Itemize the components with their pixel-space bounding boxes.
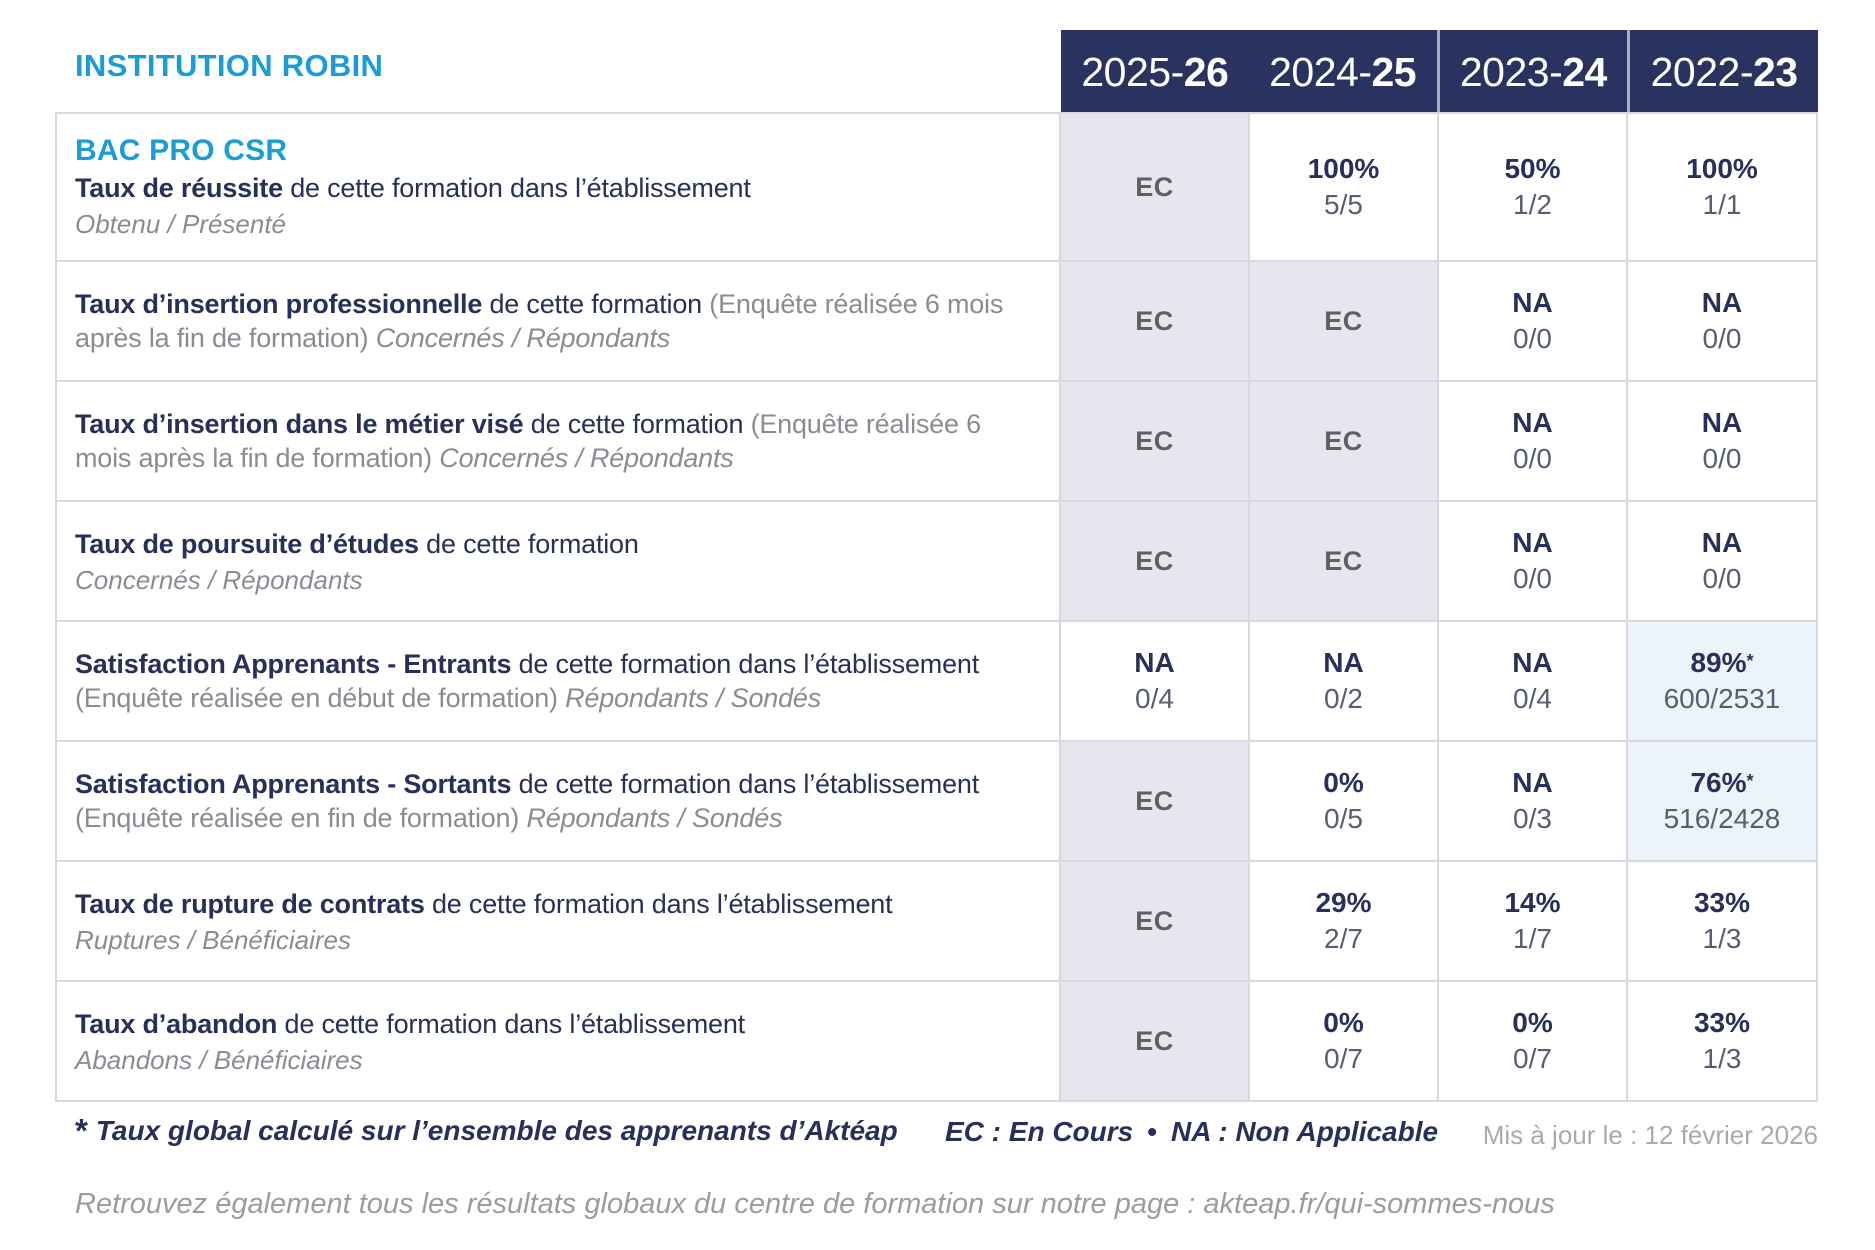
row-subtitle: Obtenu / Présenté <box>75 209 287 239</box>
cell-value <box>1690 767 1753 799</box>
year-prefix: 2023- <box>1459 48 1563 95</box>
value-cell <box>1250 862 1437 980</box>
row-title <box>75 887 1033 921</box>
legend-ec: EC : En Cours <box>945 1116 1134 1147</box>
cell-value-text: NA <box>1512 287 1553 318</box>
cell-value-text: EC <box>1135 1026 1174 1056</box>
cell-value-text: EC <box>1324 426 1363 456</box>
row-subtitle: Ruptures / Bénéficiaires <box>75 924 352 955</box>
cell-value <box>1135 305 1174 337</box>
cell-value <box>1512 287 1552 319</box>
cell-value-text: NA <box>1134 647 1175 678</box>
cell-fraction: 0/5 <box>1324 803 1363 834</box>
value-cell <box>1250 382 1437 500</box>
cell-value-text: EC <box>1324 546 1363 576</box>
cell-fraction: 0/7 <box>1513 1043 1552 1074</box>
value-cell <box>1250 982 1437 1100</box>
cell-fraction: 2/7 <box>1324 923 1363 954</box>
year-column-2023-24 <box>1437 30 1628 114</box>
value-cell <box>1061 622 1248 740</box>
value-cell <box>1250 622 1437 740</box>
results-table <box>55 112 1818 1102</box>
cell-fraction: 0/2 <box>1324 683 1363 714</box>
year-column-2022-23 <box>1627 30 1818 114</box>
cell-value <box>1694 887 1750 919</box>
cell-value-text: EC <box>1135 786 1174 816</box>
program-title: BAC PRO CSR <box>75 134 288 167</box>
cell-value <box>1504 153 1560 185</box>
year-prefix: 2024- <box>1269 48 1372 95</box>
website-note: Retrouvez également tous les résultats globaux du centre de formation sur notre page : akteap.fr/qui-sommes-nous <box>75 1188 1555 1220</box>
cell-fraction: 600/2531 <box>1663 683 1781 714</box>
cell-value-text: 0% <box>1323 767 1364 798</box>
cell-fraction: 1/2 <box>1513 189 1552 220</box>
cell-value-text: NA <box>1701 407 1743 438</box>
cell-fraction: 0/0 <box>1702 443 1742 474</box>
cell-fraction: 516/2428 <box>1663 803 1781 834</box>
cell-value <box>1135 425 1174 457</box>
row-title-normal: de cette formation dans l’établissement <box>277 1008 745 1039</box>
cell-value <box>1323 647 1363 679</box>
value-cell <box>1439 502 1626 620</box>
row-label-satisfaction-entrants <box>57 622 1059 740</box>
cell-value <box>1324 545 1363 577</box>
cell-value <box>1323 767 1363 799</box>
value-cell <box>1628 382 1816 500</box>
cell-value-text: 76% <box>1690 767 1747 798</box>
footnote-text: Taux global calculé sur l’ensemble des apprenants d’Aktéap <box>95 1115 898 1146</box>
row-title-tail: Répondants / Sondés <box>557 683 822 713</box>
cell-value <box>1512 407 1552 439</box>
last-updated-date: Mis à jour le : 12 février 2026 <box>1482 1120 1818 1150</box>
legend-na: NA : Non Applicable <box>1171 1116 1439 1147</box>
row-title-tail: Répondants / Sondés <box>519 803 783 833</box>
value-cell <box>1250 114 1437 260</box>
row-title <box>75 767 1033 835</box>
value-cell <box>1439 114 1626 260</box>
value-cell <box>1439 862 1626 980</box>
row-label-poursuite-etudes <box>57 502 1059 620</box>
year-prefix: 2025- <box>1081 48 1184 95</box>
cell-fraction: 0/7 <box>1324 1043 1363 1074</box>
year-suffix: 23 <box>1753 48 1798 95</box>
cell-fraction: 1/3 <box>1702 923 1742 954</box>
row-title <box>75 407 1033 475</box>
cell-value <box>1690 647 1753 679</box>
row-subtitle: Abandons / Bénéficiaires <box>75 1044 363 1075</box>
cell-value <box>1702 527 1742 559</box>
row-title <box>75 647 1033 715</box>
row-title <box>75 527 1033 561</box>
asterisk-marker: * <box>1746 771 1754 791</box>
year-suffix: 25 <box>1371 48 1417 95</box>
cell-value <box>1308 153 1380 185</box>
cell-fraction: 0/3 <box>1513 803 1552 834</box>
cell-value <box>1135 905 1174 937</box>
cell-value-text: 33% <box>1693 887 1751 918</box>
cell-value-text: EC <box>1135 426 1174 456</box>
cell-value-text: EC <box>1135 172 1174 202</box>
cell-value-text: NA <box>1512 527 1553 558</box>
row-title-bold: Satisfaction Apprenants - Entrants <box>75 649 512 679</box>
cell-value-text: NA <box>1512 647 1553 678</box>
row-title-bold: Taux d’insertion dans le métier visé <box>75 409 524 439</box>
abbreviation-legend <box>945 1116 1438 1148</box>
row-label-insertion-professionnelle <box>57 262 1059 380</box>
value-cell <box>1439 982 1626 1100</box>
cell-fraction: 0/0 <box>1513 563 1552 594</box>
value-cell <box>1628 114 1816 260</box>
value-cell <box>1439 622 1626 740</box>
value-cell <box>1439 262 1626 380</box>
cell-value <box>1135 785 1174 817</box>
cell-value-text: EC <box>1324 306 1363 336</box>
global-rate-footnote <box>75 1112 898 1150</box>
row-title-bold: Taux d’insertion professionnelle <box>75 289 483 319</box>
cell-fraction: 0/0 <box>1702 323 1742 354</box>
cell-value <box>1324 425 1363 457</box>
cell-fraction: 0/0 <box>1513 443 1552 474</box>
cell-value-text: 100% <box>1686 153 1758 184</box>
cell-value <box>1512 527 1552 559</box>
cell-value-text: EC <box>1135 906 1174 936</box>
row-title-tail: Concernés / Répondants <box>431 443 734 473</box>
asterisk-marker: * <box>1746 651 1754 671</box>
row-title-paren: (Enquête réalisée 6 mois après la fin de formation) <box>75 289 1004 353</box>
cell-value <box>1512 767 1552 799</box>
row-subtitle: Concernés / Répondants <box>75 564 363 595</box>
row-title-normal: de cette formation <box>523 409 751 439</box>
year-column-2024-25 <box>1249 30 1437 114</box>
cell-value-text: 29% <box>1315 887 1372 918</box>
cell-value <box>1135 171 1174 203</box>
footnote-asterisk: * <box>75 1112 88 1149</box>
cell-value-text: 100% <box>1307 153 1380 184</box>
cell-value-text: NA <box>1512 767 1553 798</box>
value-cell-highlighted <box>1628 622 1816 740</box>
cell-value <box>1686 153 1758 185</box>
row-title-normal: de cette formation dans l’établissement <box>511 769 980 799</box>
cell-value <box>1135 545 1174 577</box>
value-cell <box>1061 862 1248 980</box>
value-cell <box>1061 382 1248 500</box>
row-title-normal: de cette formation <box>482 289 710 319</box>
row-title-bold: Taux d’abandon <box>75 1008 278 1039</box>
value-cell <box>1061 262 1248 380</box>
cell-value-text: NA <box>1323 647 1364 678</box>
row-title-normal: de cette formation dans l’établissement <box>511 649 980 679</box>
institution-title: INSTITUTION ROBIN <box>75 48 384 83</box>
value-cell <box>1250 502 1437 620</box>
row-label-insertion-metier-vise <box>57 382 1059 500</box>
value-cell <box>1628 502 1816 620</box>
row-label-taux-reussite <box>57 114 1059 260</box>
row-title-paren: (Enquête réalisée 6 mois après la fin de formation) <box>75 409 981 473</box>
cell-value <box>1694 1007 1750 1039</box>
value-cell-highlighted <box>1628 742 1816 860</box>
cell-fraction: 0/0 <box>1513 323 1552 354</box>
row-title-bold: Taux de rupture de contrats <box>75 888 425 919</box>
year-header <box>1061 30 1818 114</box>
value-cell <box>1250 262 1437 380</box>
cell-value-text: 0% <box>1323 1007 1364 1038</box>
cell-value-text: NA <box>1701 527 1743 558</box>
row-label-satisfaction-sortants <box>57 742 1059 860</box>
cell-value-text: 14% <box>1504 887 1561 918</box>
value-cell <box>1061 114 1248 260</box>
year-suffix: 24 <box>1562 48 1607 95</box>
cell-value <box>1323 1007 1363 1039</box>
row-title-bold: Taux de réussite <box>75 173 283 203</box>
row-title-paren: (Enquête réalisée en fin de formation) <box>75 803 520 833</box>
cell-value-text: 0% <box>1512 1007 1553 1038</box>
row-title-bold: Satisfaction Apprenants - Sortants <box>75 769 512 799</box>
row-title-normal: de cette formation dans l’établissement <box>282 173 751 203</box>
cell-fraction: 0/0 <box>1702 563 1742 594</box>
year-column-2025-26 <box>1061 30 1249 114</box>
cell-value-text: 50% <box>1504 153 1561 184</box>
value-cell <box>1250 742 1437 860</box>
value-cell <box>1628 982 1816 1100</box>
cell-value <box>1504 887 1560 919</box>
value-cell <box>1628 262 1816 380</box>
row-title-tail: Concernés / Répondants <box>368 323 671 353</box>
cell-value <box>1512 647 1552 679</box>
cell-fraction: 1/1 <box>1702 189 1742 220</box>
value-cell <box>1628 862 1816 980</box>
cell-value <box>1315 887 1371 919</box>
year-suffix: 26 <box>1183 48 1229 95</box>
cell-fraction: 1/3 <box>1702 1043 1742 1074</box>
cell-value <box>1134 647 1174 679</box>
cell-value-text: 89% <box>1690 647 1747 678</box>
cell-value <box>1324 305 1363 337</box>
row-label-abandon <box>57 982 1059 1100</box>
row-title-normal: de cette formation dans l’établissement <box>424 888 893 919</box>
cell-value <box>1702 407 1742 439</box>
row-label-rupture-contrats <box>57 862 1059 980</box>
row-title <box>75 287 1033 355</box>
cell-value-text: 33% <box>1693 1007 1751 1038</box>
cell-value <box>1702 287 1742 319</box>
row-title-paren: (Enquête réalisée en début de formation) <box>75 683 558 713</box>
cell-value <box>1135 1025 1174 1057</box>
row-title-normal: de cette formation <box>418 528 639 559</box>
cell-value-text: EC <box>1135 306 1174 336</box>
value-cell <box>1439 382 1626 500</box>
cell-fraction: 5/5 <box>1324 189 1363 220</box>
legend-separator: • <box>1147 1116 1158 1147</box>
cell-fraction: 0/4 <box>1135 683 1174 714</box>
row-title <box>75 1007 1033 1041</box>
cell-value-text: EC <box>1135 546 1174 576</box>
row-title <box>75 171 1033 205</box>
year-prefix: 2022- <box>1650 48 1753 95</box>
value-cell <box>1439 742 1626 860</box>
cell-value <box>1512 1007 1552 1039</box>
value-cell <box>1061 742 1248 860</box>
row-title-bold: Taux de poursuite d’études <box>75 528 419 559</box>
value-cell <box>1061 502 1248 620</box>
cell-fraction: 1/7 <box>1513 923 1552 954</box>
cell-fraction: 0/4 <box>1513 683 1552 714</box>
cell-value-text: NA <box>1512 407 1553 438</box>
cell-value-text: NA <box>1701 287 1743 318</box>
value-cell <box>1061 982 1248 1100</box>
